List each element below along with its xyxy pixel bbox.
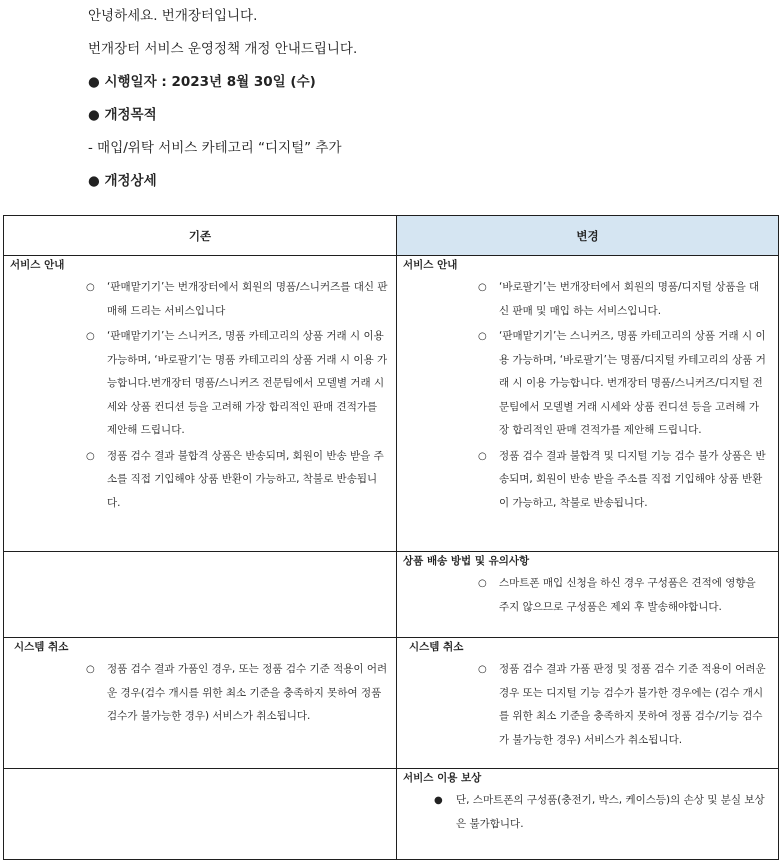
circle-bullet-icon: ○: [478, 664, 487, 675]
before-cell-empty: [4, 769, 397, 860]
section-title: 시스템 취소: [14, 641, 69, 653]
list-item: [478, 658, 768, 752]
table-row: [4, 769, 779, 860]
table-row: [4, 638, 779, 769]
list-item: [86, 276, 388, 323]
circle-bullet-icon: ○: [478, 450, 487, 462]
section-title: 서비스 안내: [403, 259, 458, 271]
list-item: [478, 276, 768, 323]
list-item: [478, 445, 768, 516]
circle-bullet-icon: ○: [86, 450, 95, 462]
item-text: 스마트폰 매입 신청을 하신 경우 구성품은 견적에 영향을 주지 않으므로 구성품은 제외 후 발송해야합니다.: [499, 577, 756, 613]
section-title: 시스템 취소: [409, 641, 464, 653]
header-after: 변경: [397, 216, 779, 256]
item-list: [478, 572, 768, 619]
list-item: [86, 445, 388, 516]
item-list: [478, 276, 768, 515]
notice-intro: [88, 0, 768, 198]
before-cell-empty: [4, 552, 397, 638]
header-before: 기존: [4, 216, 397, 256]
item-text: ‘판매맡기기’는 스니커즈, 명품 카테고리의 상품 거래 시 이용 가능하며, ‘바로팔기’는 명품/디지털 카테고리의 상품 거래 시 이용 가능합니다. 번개장터 명품/스니커즈/디지털 전문팀에서 모델별 거래 시세와 상품 컨디션 등을 고려해 가장 합리적인 판매 견적가를 제안해 드립니다.: [499, 330, 766, 436]
item-text: 정품 검수 결과 가품인 경우, 또는 정품 검수 기준 적용이 어려운 경우(검수 개시를 위한 최소 기준을 충족하지 못하여 정품 검수가 불가능한 경우) 서비스가 취소됩니다.: [107, 663, 388, 722]
circle-bullet-icon: ○: [478, 282, 487, 293]
circle-bullet-icon: ○: [478, 578, 487, 589]
before-cell: [4, 638, 397, 769]
table-header-row: [4, 216, 779, 256]
circle-bullet-icon: ○: [86, 282, 95, 293]
table-row: [4, 256, 779, 552]
purpose-item: - 매입/위탁 서비스 카테고리 “디지털” 추가: [88, 140, 342, 156]
item-text: 정품 검수 결과 불합격 및 디지털 기능 검수 불가 상품은 반송되며, 회원이 반송 받을 주소를 직접 기입해야 상품 반환이 가능하고, 착불로 반송됩니다.: [499, 449, 766, 509]
filled-bullet-icon: ●: [434, 795, 443, 806]
item-text: 단, 스마트폰의 구성품(충전기, 박스, 케이스등)의 손상 및 분실 보상은 불가합니다.: [456, 794, 765, 830]
item-text: 정품 검수 결과 가품 판정 및 정품 검수 기준 적용이 어려운 경우 또는 디지털 기능 검수가 불가한 경우에는 (검수 개시를 위한 최소 기준을 충족하지 못하여 정품 검수/기능 검수가 불가능한 경우) 서비스가 취소됩니다.: [499, 663, 766, 746]
list-item: [478, 572, 768, 619]
item-text: ‘판매맡기기’는 스니커즈, 명품 카테고리의 상품 거래 시 이용 가능하며, ‘바로팔기’는 명품 카테고리의 상품 거래 시 이용 가능합니다.번개장터 명품/스니커즈 전문팀에서 모델별 거래 시세와 상품 컨디션 등을 고려해 가장 합리적인 판매 견적가를 제안해 드립니다.: [107, 330, 388, 436]
after-cell: [397, 552, 779, 638]
after-cell: [397, 638, 779, 769]
list-item: [478, 325, 768, 443]
section-title: 상품 배송 방법 및 유의사항: [403, 555, 530, 567]
list-item: [86, 658, 388, 729]
circle-bullet-icon: ○: [86, 331, 95, 342]
circle-bullet-icon: ○: [86, 664, 95, 675]
item-text: 정품 검수 결과 불합격 상품은 반송되며, 회원이 반송 받을 주소를 직접 기입해야 상품 반환이 가능하고, 착불로 반송됩니다.: [107, 449, 384, 509]
item-list: [478, 658, 768, 752]
item-list: [86, 276, 388, 515]
list-item: [434, 789, 768, 836]
greeting-text: 안녕하세요. 번개장터입니다.: [88, 8, 258, 24]
notice-text: 번개장터 서비스 운영정책 개정 안내드립니다.: [88, 41, 358, 57]
section-title: 서비스 안내: [10, 259, 65, 271]
item-text: ‘바로팔기’는 번개장터에서 회원의 명품/디지털 상품을 대신 판매 및 매입 하는 서비스입니다.: [499, 281, 760, 317]
item-list: [86, 658, 388, 729]
before-cell: [4, 256, 397, 552]
effective-date: ● 시행일자 : 2023년 8월 30일 (수): [88, 74, 316, 90]
details-heading: ● 개정상세: [88, 173, 157, 189]
item-text: ‘판매맡기기’는 번개장터에서 회원의 명품/스니커즈를 대신 판매해 드리는 서비스입니다: [107, 281, 388, 317]
after-cell: [397, 256, 779, 552]
circle-bullet-icon: ○: [478, 331, 487, 342]
policy-comparison-table: [3, 215, 779, 860]
purpose-heading: ● 개정목적: [88, 107, 157, 123]
list-item: [86, 325, 388, 443]
section-title: 서비스 이용 보상: [403, 772, 482, 784]
table-row: [4, 552, 779, 638]
after-cell: [397, 769, 779, 860]
item-list: [434, 789, 768, 836]
